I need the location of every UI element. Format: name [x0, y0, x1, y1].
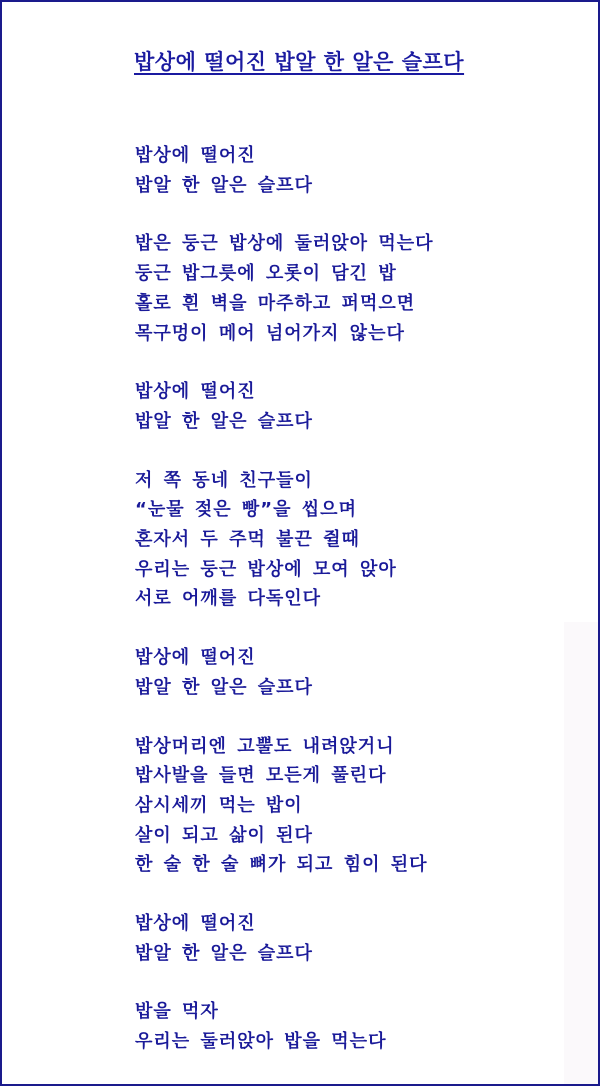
poem-line: 밥알 한 알은 슬프다	[135, 676, 313, 698]
poem-title: 밥상에 떨어진 밥알 한 알은 슬프다	[134, 50, 465, 74]
poem-line: 밥알 한 알은 슬프다	[135, 410, 313, 432]
poem-line: 밥은 둥근 밥상에 둘러앉아 먹는다	[135, 233, 434, 255]
stanza	[135, 732, 555, 881]
stanza	[135, 229, 555, 348]
poem-line: 밥상에 떨어진	[135, 381, 256, 403]
poem-line: 한 술 한 술 뼈가 되고 힘이 된다	[135, 854, 428, 876]
poem-line: 목구멍이 메어 넘어가지 않는다	[135, 322, 405, 344]
poem-line: 홀로 흰 벽을 마주하고 퍼먹으면	[135, 292, 416, 314]
poem-line: 밥을 먹자	[135, 1001, 219, 1023]
poem-line: 밥상에 떨어진	[135, 647, 256, 669]
poem-line: 우리는 둘러앉아 밥을 먹는다	[135, 1031, 387, 1053]
poem-body	[135, 141, 555, 1086]
stanza-refrain	[135, 141, 555, 200]
poem-line: 우리는 둥근 밥상에 모여 앉아	[135, 558, 397, 580]
background-shade	[564, 622, 598, 1084]
stanza-refrain	[135, 377, 555, 436]
poem-line: 혼자서 두 주먹 불끈 쥘때	[135, 529, 360, 551]
poem-line: 저 쪽 동네 친구들이	[135, 469, 313, 491]
poem-line: 밥사발을 들면 모든게 풀린다	[135, 765, 387, 787]
poem-line: 밥상에 떨어진	[135, 913, 256, 935]
stanza	[135, 997, 555, 1056]
poem-line: 서로 어깨를 다독인다	[135, 588, 322, 610]
poem-line: 밥알 한 알은 슬프다	[135, 942, 313, 964]
poem-line: 둥근 밥그릇에 오롯이 담긴 밥	[135, 263, 397, 285]
stanza	[135, 466, 555, 615]
poem-line: 밥알 한 알은 슬프다	[135, 174, 313, 196]
poem-line: 밥상에 떨어진	[135, 145, 256, 166]
stanza-refrain	[135, 909, 555, 968]
poem-line: 밥상머리엔 고뿔도 내려앉거니	[135, 735, 395, 757]
poem-line: 살이 되고 삶이 된다	[135, 824, 313, 846]
poem-line: “눈물 젖은 빵”을 씹으며	[135, 499, 357, 521]
stanza-refrain	[135, 643, 555, 702]
poem-line: 삼시세끼 먹는 밥이	[135, 794, 303, 816]
